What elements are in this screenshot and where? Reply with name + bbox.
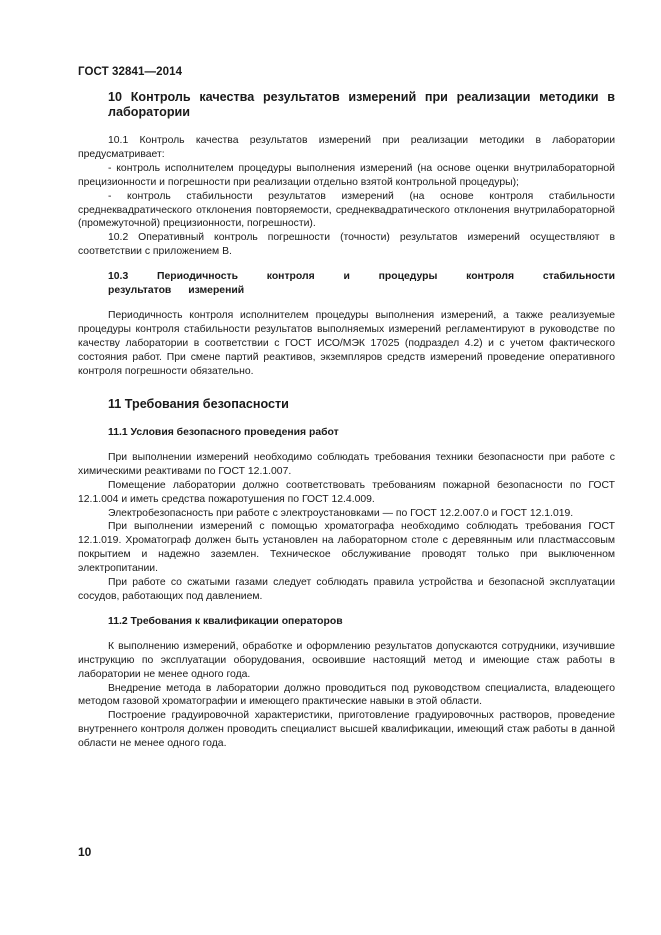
section-11-1-heading: 11.1 Условия безопасного проведения работ bbox=[108, 427, 339, 438]
section-10-3-paragraph: Периодичность контроля исполнителем процедуры выполнения измерений, а также реализуемые процедуры контроля стабильности результатов выполняемых измерений регламентируют в руководстве по качеству лаборатории в соответствии с ГОСТ ИСО/МЭК 17025 (подраздел 4.2) и с учетом фактического состояния работ. При смене партий реактивов, экземпляров средств измерений проведение оперативного контроля погрешности обязательно. bbox=[78, 309, 615, 377]
section-10-heading: 10 Контроль качества результатов измерений при реализации методики в лаборатории bbox=[108, 90, 615, 119]
page-content bbox=[78, 90, 615, 751]
section-10-1-item-2: - контроль стабильности результатов измерений (на основе контроля стабильности среднеквадратического отклонения повторяемости, среднеквадратического отклонения внутрилабораторной (промежуточной) прецизионности, погрешности). bbox=[78, 190, 615, 230]
section-11-1-paragraph-5: При работе со сжатыми газами следует соблюдать правила устройства и безопасной эксплуатации сосудов, работающих под давлением. bbox=[78, 577, 615, 602]
section-11-2-paragraph-3: Построение градуировочной характеристики, приготовление градуировочных растворов, проведение внутреннего контроля должен проводить специалист высшей квалификации, имеющий стаж работы в данной области не менее одного года. bbox=[78, 710, 615, 750]
section-10-2-paragraph: 10.2 Оперативный контроль погрешности (точности) результатов измерений осуществляют в соответствии с приложением В. bbox=[78, 232, 615, 258]
section-11-heading: 11 Требования безопасности bbox=[108, 396, 289, 411]
section-10-1-paragraph: 10.1 Контроль качества результатов измерений при реализации методики в лаборатории предусматривает: bbox=[78, 135, 615, 160]
section-11-1-paragraph-2: Помещение лаборатории должно соответствовать требованиям пожарной безопасности по ГОСТ 12.1.004 и иметь средства пожаротушения по ГОСТ 12.4.009. bbox=[78, 479, 615, 505]
page-number: 10 bbox=[78, 845, 92, 859]
section-11-2-paragraph-1: К выполнению измерений, обработке и оформлению результатов допускаются сотрудники, изучившие инструкцию по эксплуатации оборудования, освоившие настоящий метод и имеющие стаж работы в лаборатории не менее одного года. bbox=[78, 640, 615, 680]
section-11-1-paragraph-4: При выполнении измерений с помощью хроматографа необходимо соблюдать требования ГОСТ 12.1.019. Хроматограф должен быть установлен на лабораторном столе с деревянным или пластмассовым покрытием и надежно заземлен. Техническое обслуживание проводят только при выключенном электропитании. bbox=[78, 521, 615, 575]
section-10-3-heading: 10.3 Периодичность контроля и процедуры контроля стабильности результатов измерений bbox=[108, 271, 615, 297]
standard-designation: ГОСТ 32841—2014 bbox=[78, 66, 183, 78]
section-11-1-paragraph-1: При выполнении измерений необходимо соблюдать требования техники безопасности при работе с химическими реактивами по ГОСТ 12.1.007. bbox=[78, 451, 615, 477]
section-11-2-paragraph-2: Внедрение метода в лаборатории должно проводиться под руководством специалиста, владеющего методом газовой хроматографии и имеющего практические навыки в этой области. bbox=[78, 682, 615, 708]
section-11-1-paragraph-3: Электробезопасность при работе с электроустановками — по ГОСТ 12.2.007.0 и ГОСТ 12.1.019. bbox=[108, 507, 574, 519]
section-11-2-heading: 11.2 Требования к квалификации операторов bbox=[108, 615, 343, 627]
section-10-1-item-1: - контроль исполнителем процедуры выполнения измерений (на основе оценки внутрилабораторной прецизионности и погрешности при реализации отдельно взятой контрольной процедуры); bbox=[78, 162, 615, 188]
